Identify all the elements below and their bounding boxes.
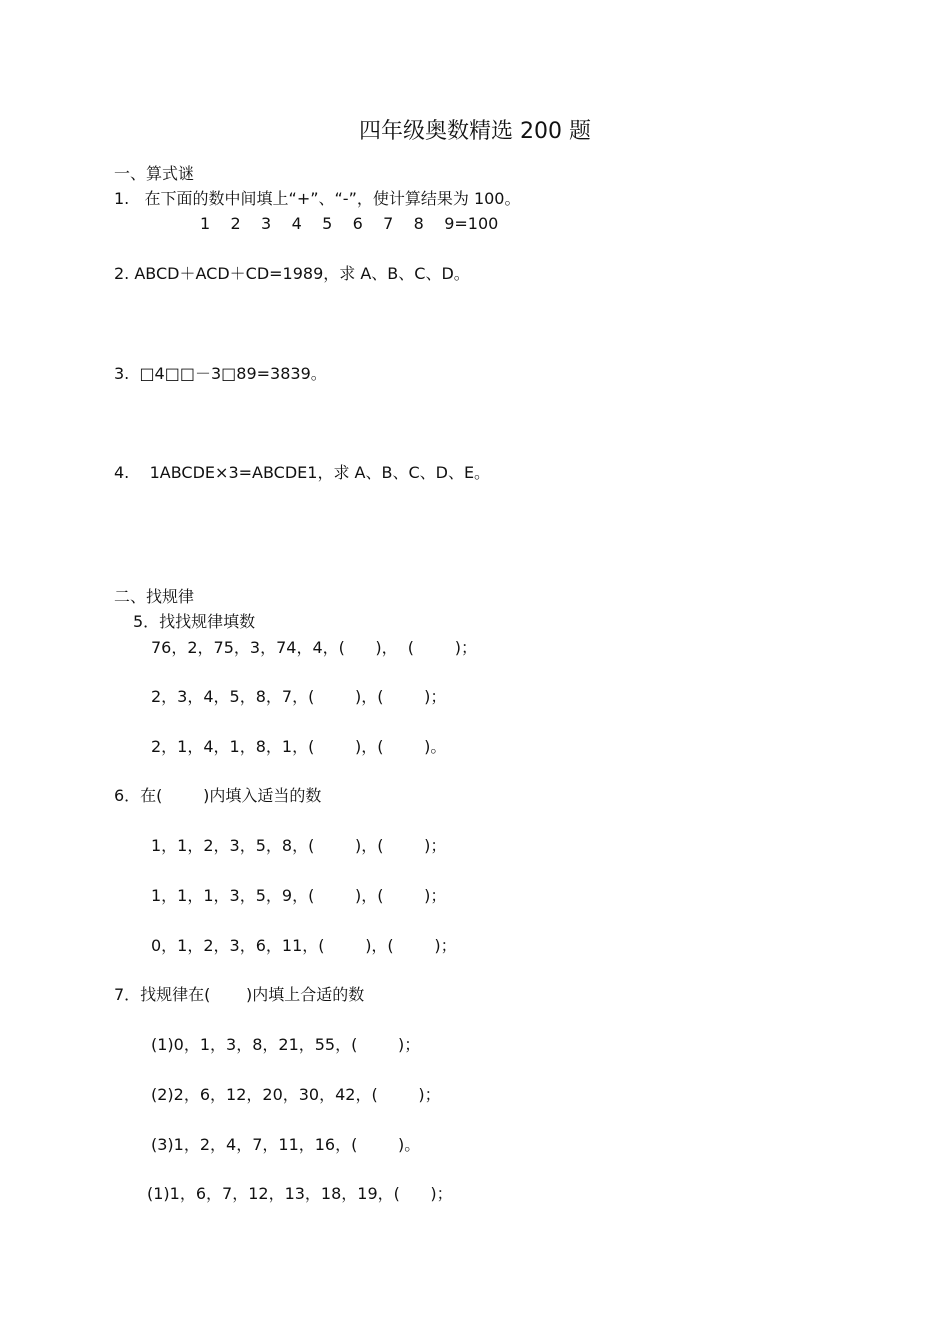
question-7-sequence-2: (2)2，6，12，20，30，42，( )； (151, 1085, 441, 1104)
section-heading-1: 一、算式谜 (114, 164, 195, 183)
question-5-sequence-1: 76，2，75，3，74，4，( )， ( )； (151, 638, 477, 657)
question-6-sequence-1: 1，1，2，3，5，8，( )，( )； (151, 836, 447, 855)
question-1: 1. 在下面的数中间填上“+”、“-”，使计算结果为 100。 (114, 189, 521, 208)
question-6-sequence-2: 1，1，1，3，5，9，( )，( )； (151, 886, 447, 905)
question-5-sequence-2: 2，3，4，5，8，7，( )，( )； (151, 687, 447, 706)
question-7-sequence-3: (3)1，2，4，7，11，16，( )。 (151, 1135, 421, 1154)
question-7-sequence-4: (1)1，6，7，12，13，18，19，( )； (147, 1184, 453, 1203)
question-1-expression: 1 2 3 4 5 6 7 8 9=100 (200, 214, 499, 233)
question-3: 3. □4□□－3□89=3839。 (114, 364, 327, 383)
question-2: 2. ABCD＋ACD＋CD=1989，求 A、B、C、D。 (114, 264, 470, 283)
question-6: 6．在( )内填入适当的数 (114, 786, 322, 805)
question-7: 7．找规律在( )内填上合适的数 (114, 985, 365, 1004)
question-4: 4. 1ABCDE×3=ABCDE1，求 A、B、C、D、E。 (114, 463, 491, 482)
question-6-sequence-3: 0，1，2，3，6，11，( )，( )； (151, 936, 457, 955)
question-5: 5．找找规律填数 (133, 612, 256, 631)
question-5-sequence-3: 2，1，4，1，8，1，( )，( )。 (151, 737, 447, 756)
document-title: 四年级奥数精选 200 题 (359, 119, 591, 144)
question-7-sequence-1: (1)0，1，3，8，21，55，( )； (151, 1035, 421, 1054)
section-heading-2: 二、找规律 (114, 587, 195, 606)
